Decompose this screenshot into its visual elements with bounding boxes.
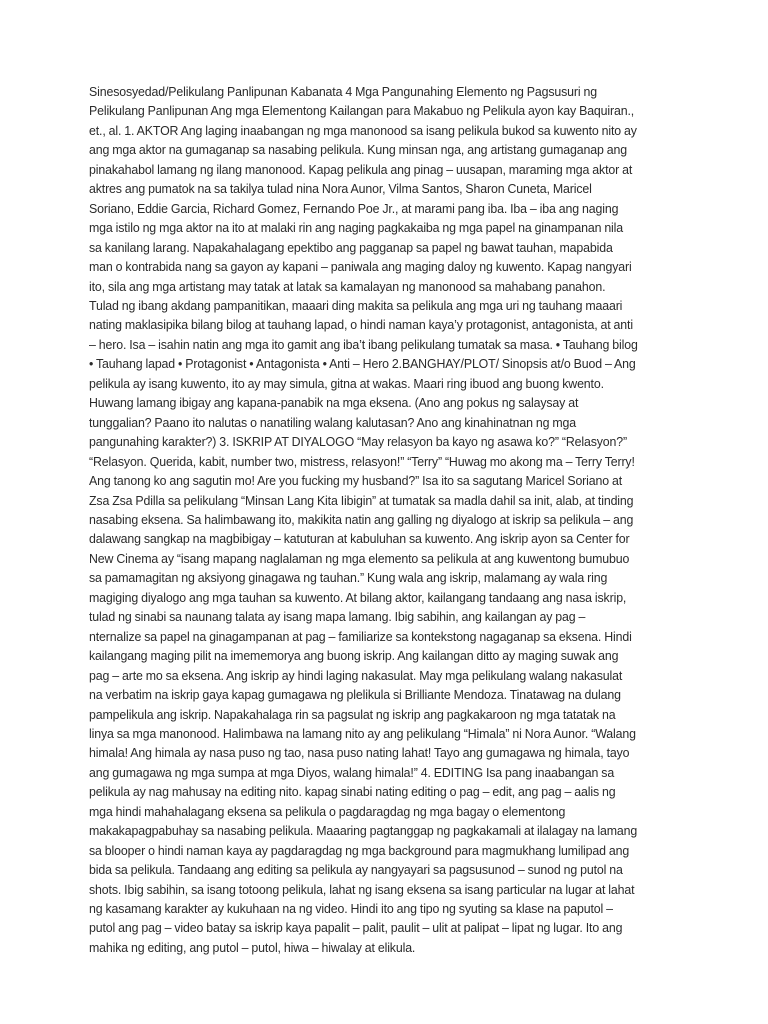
document-body-text: Sinesosyedad/Pelikulang Panlipunan Kabanata 4 Mga Pangunahing Elemento ng Pagsusuri ng Pelikulang Panlipunan Ang mga Elementong Kailangan para Makabuo ng Pelikula ayon kay Baquiran., et., al. 1. AKTOR Ang laging inaabangan ng mga manonood sa isang pelikula bukod sa kuwento nito ay ang mga aktor na gumaganap sa nasabing pelikula. Kung minsan nga, ang artistang gumaganap ang pinakahabol lamang ng ilang manonood. Kapag pelikula ang pinag – uusapan, maraming mga aktor at aktres ang pumatok na sa takilya tulad nina Nora Aunor, Vilma Santos, Sharon Cuneta, Maricel Soriano, Eddie Garcia, Richard Gomez, Fernando Poe Jr., at marami pang iba. Iba – iba ang naging mga istilo ng mga aktor na ito at malaki rin ang naging pagkakaiba ng mga papel na ginampanan nila sa kanilang larang. Napakahalagang epektibo ang pagganap sa papel ng bawat tauhan, mapabida man o kontrabida nang sa gayon ay kapani – paniwala ang maging daloy ng kuwento. Kapag nangyari ito, sila ang mga artistang may tatak at latak sa kamalayan ng manonood sa mahabang panahon. Tulad ng ibang akdang pampanitikan, maaari ding makita sa pelikula ang mga uri ng tauhang maaari nating maklasipika bilang bilog at tauhang lapad, o hindi naman kaya’y protagonist, antagonista, at anti – hero. Isa – isahin natin ang mga ito gamit ang iba’t ibang pelikulang tumatak sa masa. • Tauhang bilog • Tauhang lapad • Protagonist • Antagonista • Anti – Hero 2.BANGHAY/PLOT/ Sinopsis at/o Buod – Ang pelikula ay isang kuwento, ito ay may simula, gitna at wakas. Maari ring ibuod ang buong kwento. Huwang lamang ibigay ang kapana-panabik na mga eksena. (Ano ang pokus ng salaysay at tunggalian? Paano ito nalutas o nanatiling walang kalutasan? Ano ang kinahinatnan ng mga pangunahing karakter?) 3. ISKRIP AT DIYALOGO “May relasyon ba kayo ng asawa ko?” “Relasyon?” “Relasyon. Querida, kabit, number two, mistress, relasyon!” “Terry” “Huwag mo akong ma – Terry Terry! Ang tanong ko ang sagutin mo! Are you fucking my husband?” Isa ito sa sagutang Maricel Soriano at Zsa Zsa Pdilla sa pelikulang “Minsan Lang Kita Iibigin” at tumatak sa madla dahil sa init, alab, at tinding nasabing eksena. Sa halimbawang ito, makikita natin ang galling ng diyalogo at iskrip sa pelikula – ang dalawang sangkap na magbibigay – katuturan at kabuluhan sa kuwento. Ang iskrip ayon sa Center for New Cinema ay “isang mapang naglalaman ng mga elemento sa pelikula at ang kuwentong bumubuo sa pamamagitan ng aksiyong ginagawa ng tauhan.” Kung wala ang iskrip, malamang ay wala ring magiging diyalogo ang mga tauhan sa kuwento. At bilang aktor, kailangang tandaang ang nasa iskrip, tulad ng sinabi sa naunang talata ay isang mapa lamang. Ibig sabihin, ang kailangan ay pag – nternalize sa papel na ginagampanan at pag – familiarize sa kontekstong nagaganap sa eksena. Hindi kailangang maging pilit na imememorya ang buong iskrip. Ang kailangan ditto ay maging suwak ang pag – arte mo sa eksena. Ang iskrip ay hindi laging nakasulat. May mga pelikulang walang nakasulat na verbatim na iskrip gaya kapag gumagawa ng plelikula si Brilliante Mendoza. Tinatawag na dulang pampelikula ang iskrip. Napakahalaga rin sa pagsulat ng iskrip ang pagkakaroon ng mga tatatak na linya sa mga manonood. Halimbawa na lamang nito ay ang pelikulang “Himala” ni Nora Aunor. “Walang himala! Ang himala ay nasa puso ng tao, nasa puso nating lahat! Tayo ang gumagawa ng himala, tayo ang gumagawa ng mga sumpa at mga Diyos, walang himala!” 4. EDITING Isa pang inaabangan sa pelikula ay nag mahusay na editing nito. kapag sinabi nating editing o pag – edit, ang pag – aalis ng mga hindi mahahalagang eksena sa pelikula o pagdaragdag ng mga bagay o elementong makakapagpabuhay sa nasabing pelikula. Maaaring pagtanggap ng pagkakamali at ilalagay na lamang sa blooper o hindi naman kaya ay pagdaragdag ng mga background para magmukhang lumilipad ang bida sa pelikula. Tandaang ang editing sa pelikula ay nangyayari sa pagsusunod – sunod ng putol na shots. Ibig sabihin, sa isang totoong pelikula, lahat ng isang eksena sa isang particular na lugar at lahat ng kasamang karakter ay kukuhaan na ng video. Hindi ito ang tipo ng syuting sa klase na paputol – putol ang pag – video batay sa iskrip kaya papalit – palit, paulit – ulit at palipat – lipat ng lugar. Ito ang mahika ng editing, ang putol – putol, hiwa – hiwalay at elikula.	[89, 84, 638, 955]
